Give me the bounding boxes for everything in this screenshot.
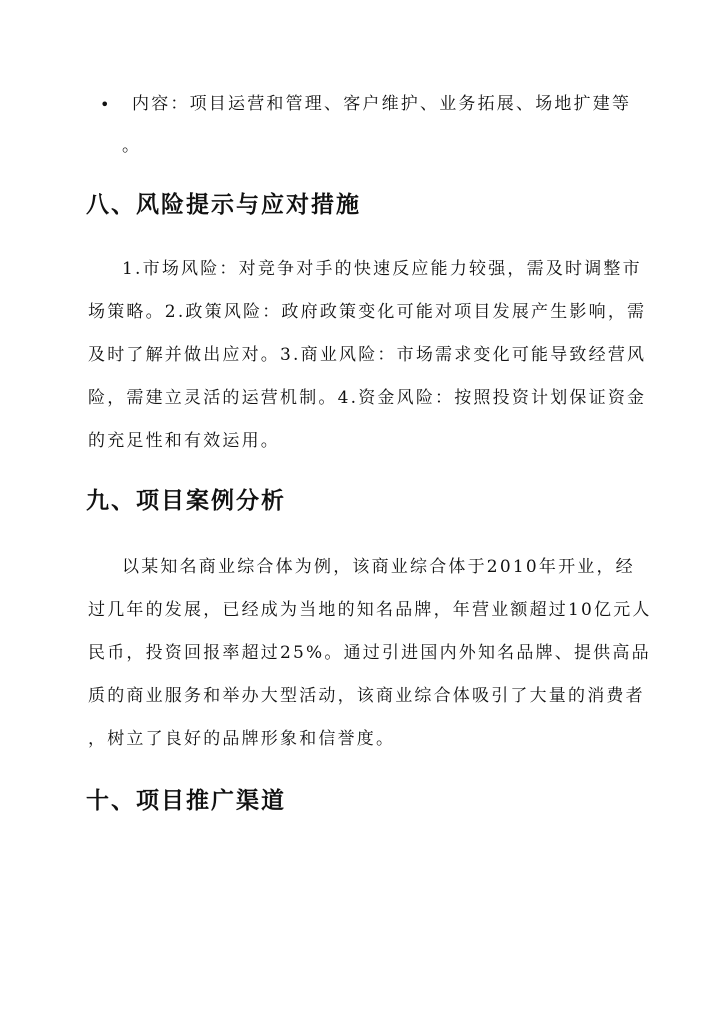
paragraph-line: 质的商业服务和举办大型活动，该商业综合体吸引了大量的消费者 (88, 686, 645, 706)
paragraph-line: 1.市场风险：对竞争对手的快速反应能力较强，需及时调整市 (122, 259, 642, 279)
paragraph-line: 及时了解并做出应对。3.商业风险：市场需求变化可能导致经营风 (88, 345, 647, 365)
paragraph-line: 以某知名商业综合体为例，该商业综合体于2010年开业，经 (122, 557, 635, 577)
section-heading: 十、项目推广渠道 (86, 788, 286, 814)
paragraph-line: ，树立了良好的品牌形象和信誉度。 (88, 729, 396, 749)
bullet-item-text: 内容：项目运营和管理、客户维护、业务拓展、场地扩建等 (132, 94, 632, 114)
bullet-item-text: 。 (122, 136, 142, 156)
bullet-icon: • (100, 95, 110, 114)
paragraph-line: 过几年的发展，已经成为当地的知名品牌，年营业额超过10亿元人 (88, 600, 652, 620)
paragraph-line: 场策略。2.政策风险：政府政策变化可能对项目发展产生影响，需 (88, 302, 647, 322)
section-heading: 八、风险提示与应对措施 (86, 192, 361, 218)
paragraph-line: 民币，投资回报率超过25%。通过引进国内外知名品牌、提供高品 (88, 643, 651, 663)
paragraph-line: 险，需建立灵活的运营机制。4.资金风险：按照投资计划保证资金 (88, 388, 647, 408)
paragraph-line: 的充足性和有效运用。 (88, 431, 280, 451)
section-heading: 九、项目案例分析 (86, 488, 286, 514)
